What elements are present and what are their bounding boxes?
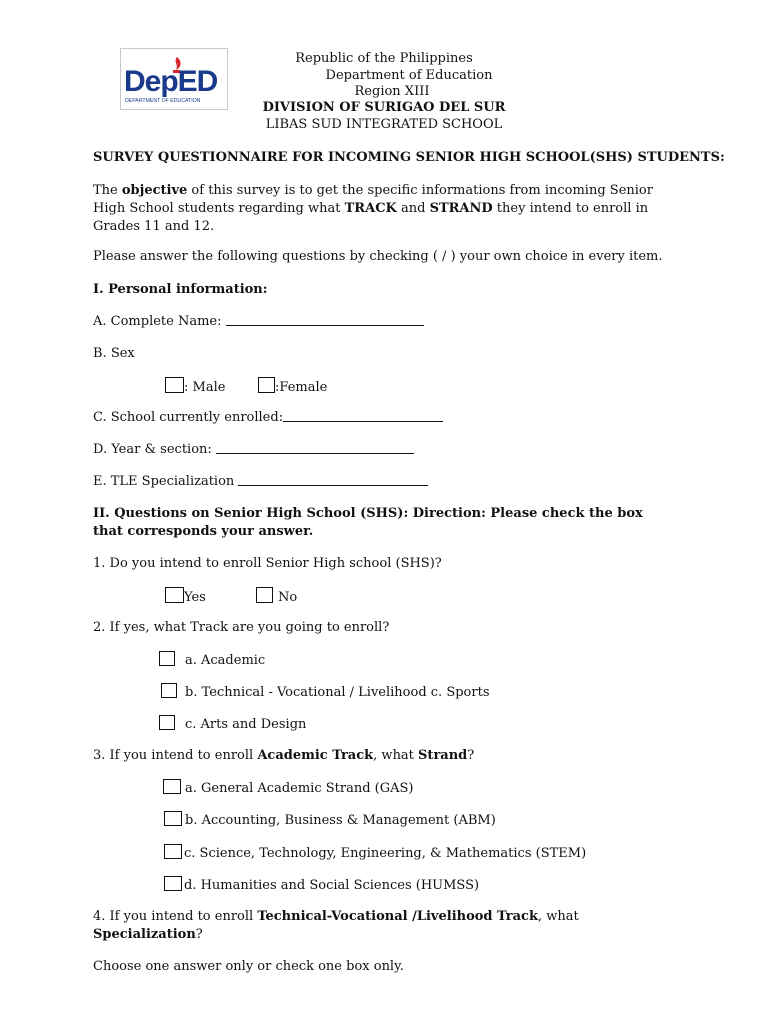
- intro-paragraph: The objective of this survey is to get the specific informations from incoming Senior High School students regarding what TRACK and STRAND they intend to enroll in Grades 11 and 12.: [93, 183, 653, 234]
- header-school: LIBAS SUD INTEGRATED SCHOOL: [265, 117, 503, 132]
- q4-text: 4. If you intend to enroll Technical-Vocational /Livelihood Track, what Specialization?: [93, 909, 579, 942]
- school-blank[interactable]: [283, 409, 443, 422]
- q2-academic-checkbox[interactable]: [159, 651, 175, 666]
- q2-option-techvoc: b. Technical - Vocational / Livelihood c. Sports: [161, 683, 490, 702]
- school-label: C. School currently enrolled:: [93, 410, 284, 425]
- section-shs-title: II. Questions on Senior High School (SHS): Direction: Please check the box that corresponds your answer.: [93, 506, 643, 539]
- logo-wordmark: DepED: [124, 65, 218, 98]
- q1-no-option: No: [256, 587, 297, 607]
- q1-yes-checkbox[interactable]: [165, 587, 184, 603]
- year-label: D. Year & section:: [93, 442, 216, 457]
- q1-text: 1. Do you intend to enroll Senior High school (SHS)?: [93, 556, 442, 571]
- q1-no-checkbox[interactable]: [256, 587, 273, 603]
- name-blank[interactable]: [226, 313, 424, 326]
- q2-text: 2. If yes, what Track are you going to enroll?: [93, 620, 390, 635]
- instruction-text: Please answer the following questions by checking ( / ) your own choice in every item.: [93, 249, 663, 264]
- q3-option-abm: b. Accounting, Business & Management (ABM): [164, 811, 496, 830]
- q3-option-stem: c. Science, Technology, Engineering, & Mathematics (STEM): [164, 844, 586, 863]
- q3-option-gas: a. General Academic Strand (GAS): [163, 779, 414, 798]
- year-blank[interactable]: [216, 441, 414, 454]
- header-republic: Republic of the Philippines: [295, 51, 473, 66]
- logo-subtext: DEPARTMENT OF EDUCATION: [125, 98, 201, 104]
- year-field-row: [93, 441, 414, 459]
- q3-humss-checkbox[interactable]: [164, 876, 182, 891]
- male-checkbox[interactable]: [165, 377, 184, 393]
- closing-instruction: Choose one answer only or check one box only.: [93, 959, 404, 974]
- q2-arts-checkbox[interactable]: [159, 715, 175, 730]
- q3-gas-checkbox[interactable]: [163, 779, 181, 794]
- tle-blank[interactable]: [238, 473, 428, 486]
- header-department: Department of Education: [325, 68, 493, 83]
- q2-option-academic: a. Academic: [159, 651, 265, 670]
- q1-yes-option: Yes: [165, 587, 206, 607]
- q3-text: 3. If you intend to enroll Academic Track, what Strand?: [93, 748, 475, 763]
- name-field-row: [93, 313, 424, 331]
- header-region: Region XIII: [354, 84, 430, 99]
- survey-title: SURVEY QUESTIONNAIRE FOR INCOMING SENIOR HIGH SCHOOL(SHS) STUDENTS:: [93, 150, 725, 165]
- q2-techvoc-checkbox[interactable]: [161, 683, 177, 698]
- female-option: :Female: [258, 377, 327, 397]
- sex-label: B. Sex: [93, 346, 135, 361]
- section-personal-title: I. Personal information:: [93, 282, 268, 297]
- q2-option-arts: c. Arts and Design: [159, 715, 306, 734]
- q3-stem-checkbox[interactable]: [164, 844, 182, 859]
- school-field-row: [93, 409, 443, 427]
- female-checkbox[interactable]: [258, 377, 275, 393]
- name-label: A. Complete Name:: [93, 314, 226, 329]
- tle-field-row: [93, 473, 428, 491]
- header-division: DIVISION OF SURIGAO DEL SUR: [262, 100, 506, 115]
- q3-option-humss: d. Humanities and Social Sciences (HUMSS): [164, 876, 479, 895]
- tle-label: E. TLE Specialization: [93, 474, 239, 489]
- q3-abm-checkbox[interactable]: [164, 811, 182, 826]
- male-option: : Male: [165, 377, 225, 397]
